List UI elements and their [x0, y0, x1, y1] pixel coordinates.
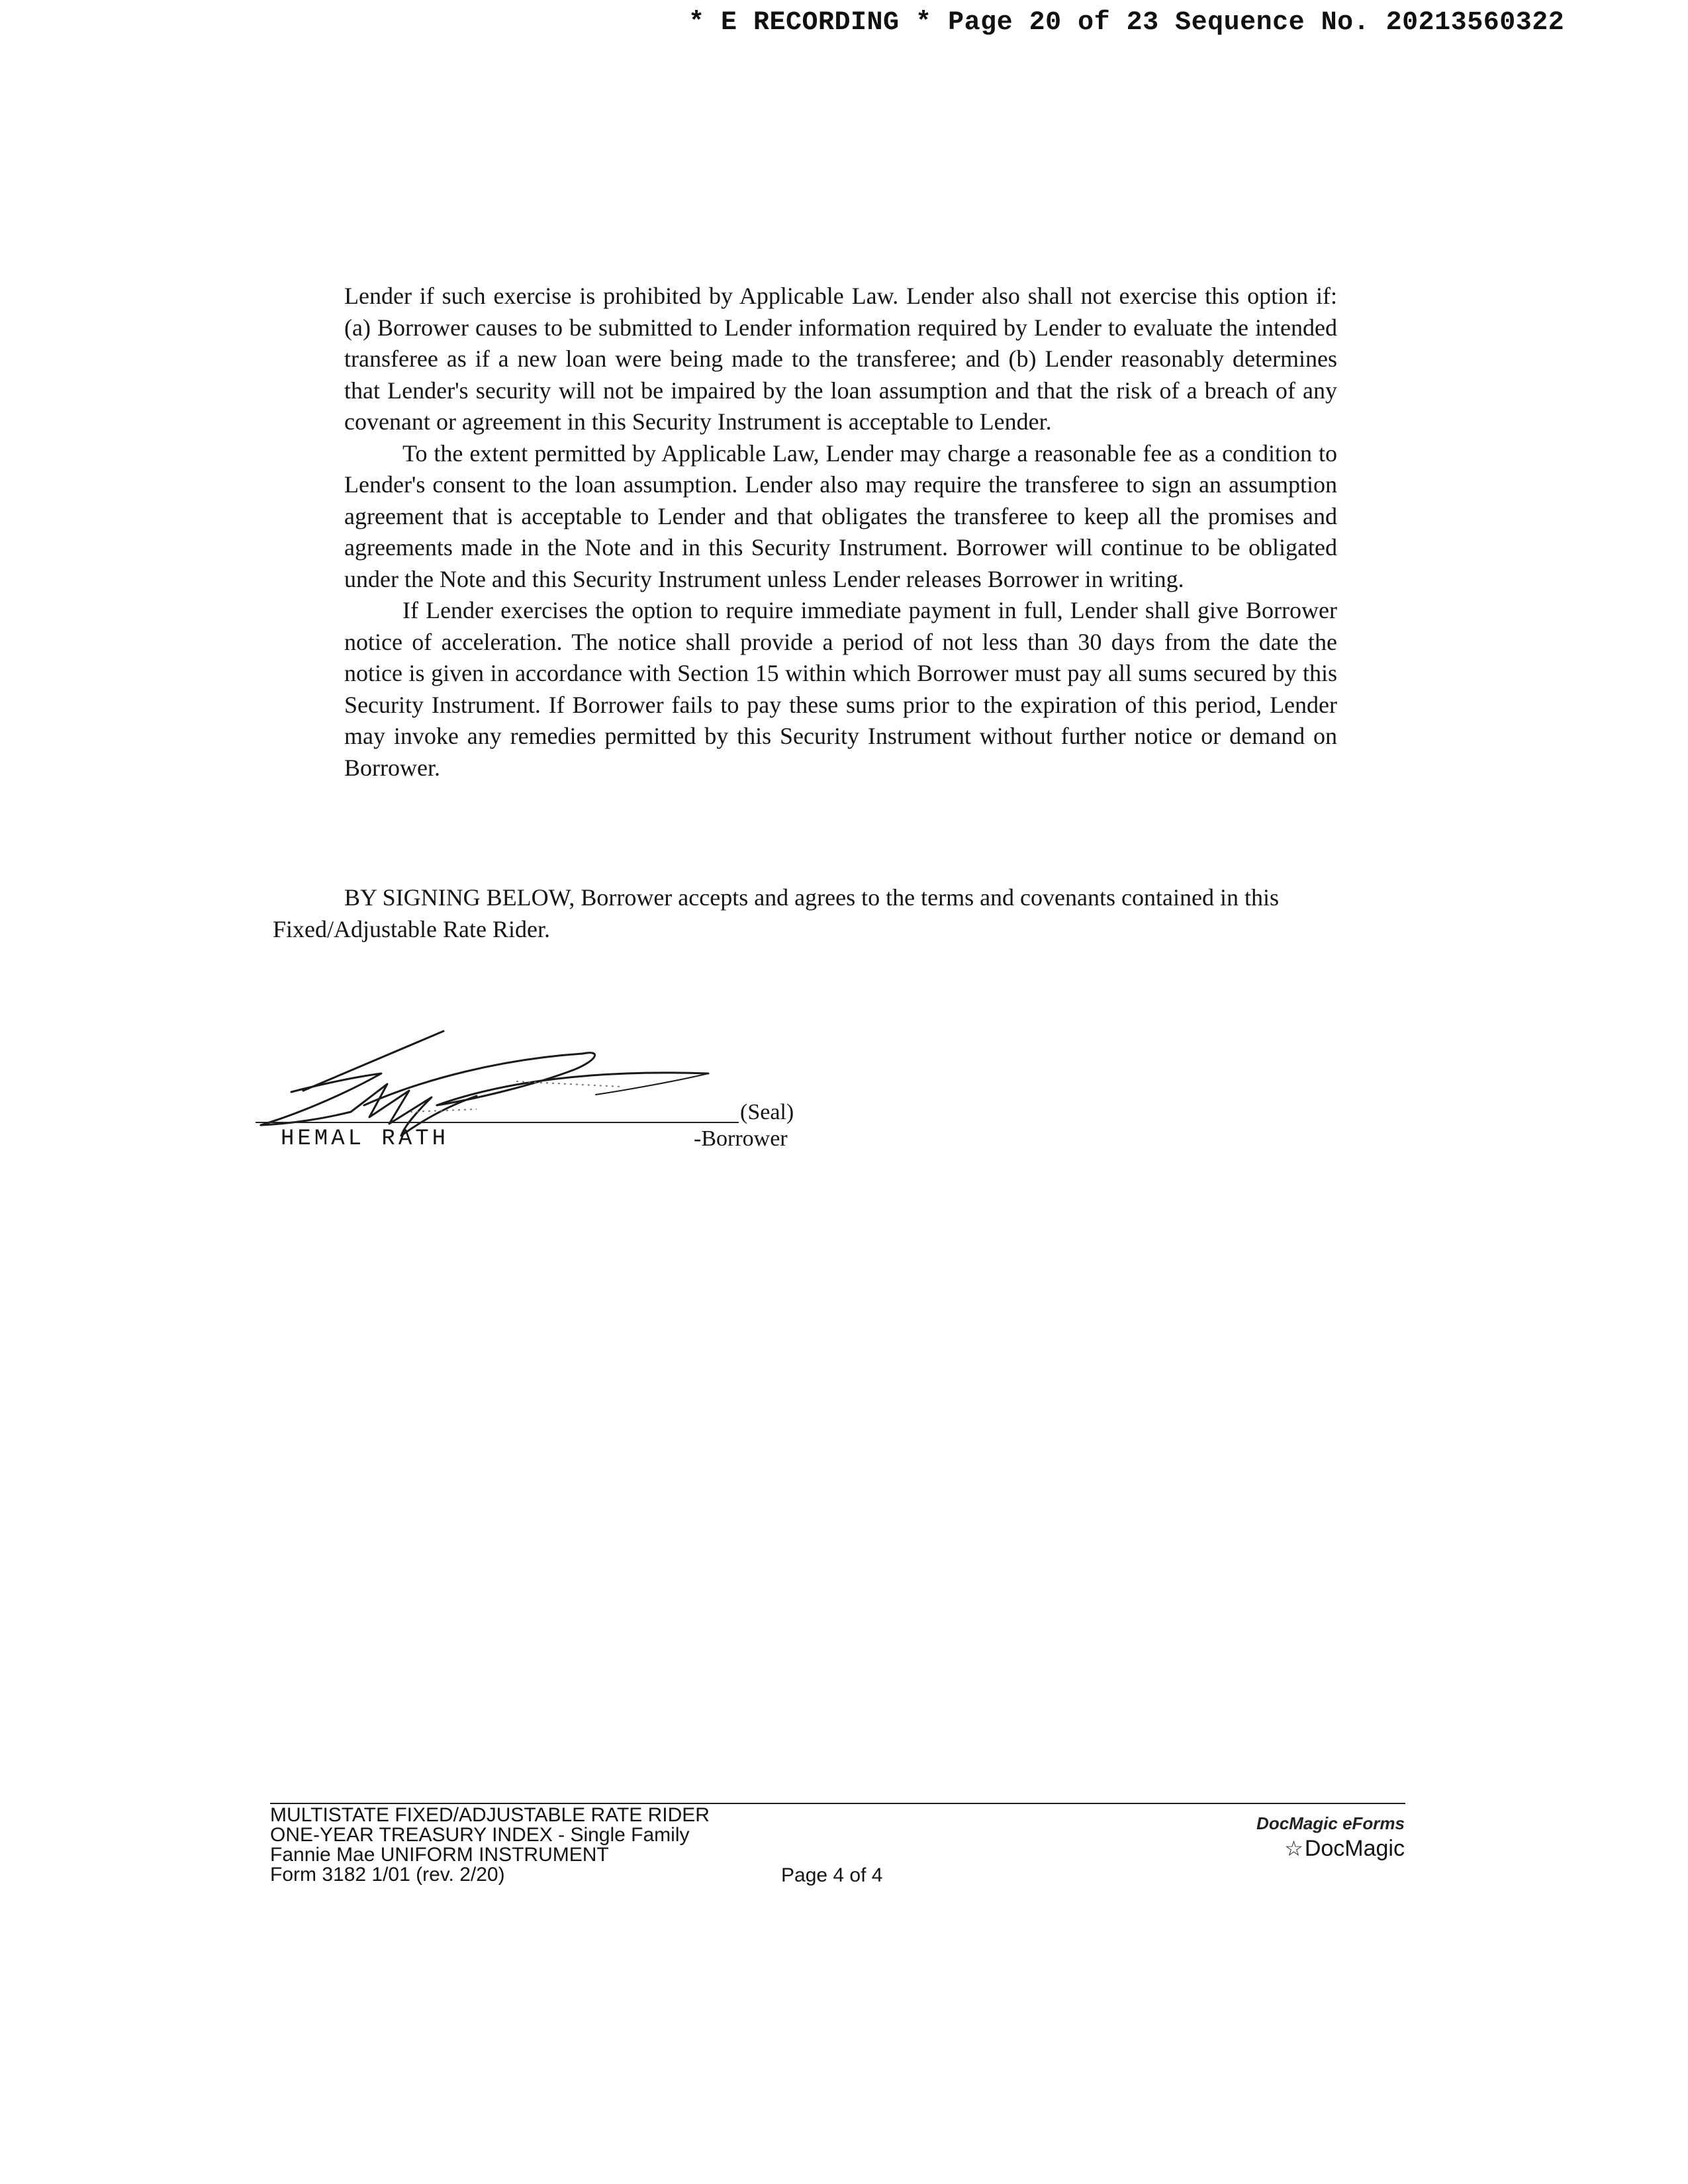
- paragraph-assumption-fee: To the extent permitted by Applicable Law, Lender may charge a reasonable fee as a condition to Lender's consent to the loan assumption. Lender also may require the transferee to sign an assumption agreement that is acceptable to Lender and that obligates the transferee to keep all the promises and agreements made in the Note and in this Security Instrument. Borrower will continue to be obligated under the Note and this Security Instrument unless Lender releases Borrower in writing.: [344, 439, 1337, 592]
- form-instrument: Fannie Mae UNIFORM INSTRUMENT: [270, 1844, 609, 1866]
- docmagic-logo: [1198, 1813, 1410, 1866]
- footer-page-number: Page 4 of 4: [781, 1864, 883, 1886]
- borrower-role-label: -Borrower: [694, 1126, 788, 1151]
- star-icon: ☆: [1284, 1837, 1303, 1860]
- paragraph-acceleration: If Lender exercises the option to require immediate payment in full, Lender shall give Borrower notice of acceleration. The notice shall provide a period of not less than 30 days from the date the notice is given in accordance with Section 15 within which Borrower must pay all sums secured by this Security Instrument. If Borrower fails to pay these sums prior to the expiration of this period, Lender may invoke any remedies permitted by this Security Instrument without further notice or demand on Borrower.: [344, 597, 1337, 781]
- form-number: Form 3182 1/01 (rev. 2/20): [270, 1864, 505, 1886]
- docmagic-eforms-logo-text: DocMagic eForms: [1256, 1813, 1405, 1833]
- docmagic-brand-text: DocMagic: [1304, 1836, 1405, 1861]
- recording-stamp: * E RECORDING * Page 20 of 23 Sequence No. 20213560322: [688, 8, 1565, 38]
- handwritten-signature: [252, 1013, 755, 1138]
- signing-statement: BY SIGNING BELOW, Borrower accepts and agrees to the terms and covenants contained in this Fixed/Adjustable Rate Rider.: [273, 884, 1279, 942]
- paragraph-lender-option: Lender if such exercise is prohibited by Applicable Law. Lender also shall not exercise this option if: (a) Borrower causes to be submitted to Lender information required by Lender to evaluate the intended transferee as if a new loan were being made to the transferee; and (b) Lender reasonably determines that Lender's security will not be impaired by the loan assumption and that the risk of a breach of any covenant or agreement in this Security Instrument is acceptable to Lender.: [344, 283, 1337, 435]
- docmagic-brand: [1284, 1836, 1405, 1862]
- signature-block: [252, 1013, 834, 1165]
- footer-form-info: [270, 1805, 710, 1885]
- rider-body: [344, 281, 1337, 784]
- form-index: ONE-YEAR TREASURY INDEX - Single Family: [270, 1824, 690, 1846]
- seal-label: (Seal): [740, 1100, 794, 1124]
- signature-line: [256, 1122, 739, 1123]
- signer-name: HEMAL RATH: [281, 1126, 449, 1152]
- form-title: MULTISTATE FIXED/ADJUSTABLE RATE RIDER: [270, 1804, 710, 1826]
